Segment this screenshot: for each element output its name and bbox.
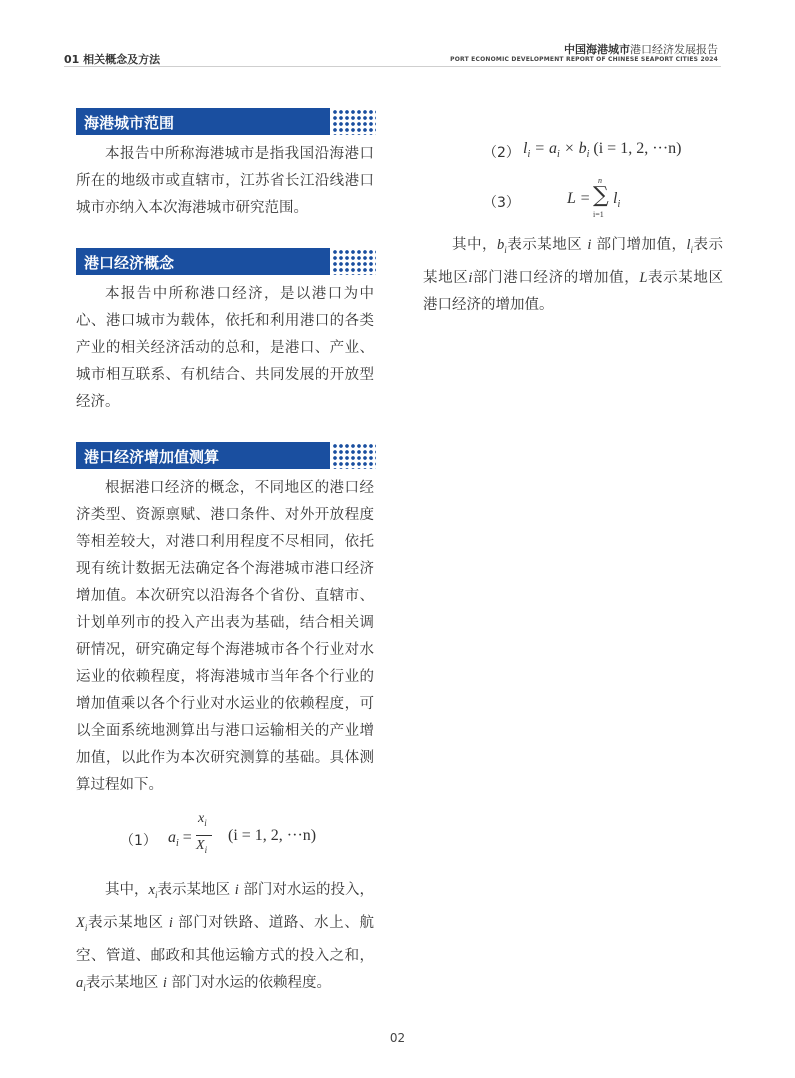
formula-number: （2） (483, 145, 520, 161)
formula-lhs: $a_i$ = (168, 829, 192, 850)
dots-decoration-icon (332, 249, 376, 275)
sum-lower-limit: i=1 (593, 210, 604, 219)
formula-expression: $l_i = a_i \times b_i$ (i = 1, 2, ···n) (523, 140, 682, 161)
section-title-bar (76, 108, 374, 135)
section-title: 港口经济概念 (84, 254, 175, 272)
dots-decoration-icon (332, 443, 376, 469)
header-divider (64, 66, 721, 67)
section-title: 海港城市范围 (84, 114, 175, 132)
section-paragraph: 根据港口经济的概念，不同地区的港口经济类型、资源禀赋、港口条件、对外开放程度等相差较大，对港口利用程度不尽相同，依托现有统计数据无法确定各个海港城市港口经济增加值。本次研究以沿海各个省份、直辖市、计划单列市的投入产出表为基础，结合相关调研情况，研究确定每个海港城市各个行业对水运业的依赖程度，将海港城市当年各个行业的增加值乘以各个行业对水运业的依赖程度，可以全面系统地测算出与港口运输相关的产业增加值，以此作为本次研究测算的基础。具体测算过程如下。 (76, 480, 374, 793)
right-column (423, 140, 723, 345)
sum-icon: ∑ (593, 183, 609, 208)
section-title: 港口经济增加值测算 (84, 448, 220, 466)
sum-term: $l_i$ (613, 190, 621, 211)
formula-number: （1） (120, 833, 157, 849)
section-paragraph: 本报告中所称港口经济，是以港口为中心、港口城市为载体，依托和利用港口的各类产业的相关经济活动的总和，是港口、产业、城市相互联系、有机结合、共同发展的开放型经济。 (76, 286, 374, 410)
formula-explanation: 其中，$x_i$表示某地区 i 部门对水运的投入，$X_i$表示某地区 i 部门对铁路、道路、水上、航空、管道、邮政和其他运输方式的投入之和，$a_i$表示某地区 i 部门对水运的依赖程度。 (76, 882, 375, 993)
formula-denominator: $X_i$ (196, 838, 208, 855)
sum-upper-limit: n (598, 176, 602, 185)
section-title-bar (76, 248, 374, 275)
formula-2 (423, 140, 723, 180)
section-title-bar (76, 442, 374, 469)
header-section-label: 01 相关概念及方法 (64, 53, 161, 66)
formula-numerator: $x_i$ (198, 811, 207, 828)
formula-number: （3） (483, 195, 520, 211)
left-column (76, 108, 374, 1029)
section-paragraph: 本报告中所称海港城市是指我国沿海港口所在的地级市或直辖市，江苏省长江沿线港口城市亦纳入本次海港城市研究范围。 (76, 146, 374, 216)
formula-3 (423, 176, 723, 232)
formula-lhs: L = (567, 190, 591, 207)
formula-1 (76, 811, 374, 869)
formula-explanation: 其中，$b_i$表示某地区 i 部门增加值，$l_i$表示某地区i部门港口经济的增加值，L表示某地区港口经济的增加值。 (423, 237, 724, 313)
header-report-title-en: PORT ECONOMIC DEVELOPMENT REPORT OF CHINESE SEAPORT CITIES 2024 (450, 56, 718, 63)
header-report-title-rest: 港口经济发展报告 (630, 43, 718, 56)
formula-range: (i = 1, 2, ···n) (228, 827, 317, 844)
dots-decoration-icon (332, 109, 376, 135)
header-report-title (564, 41, 718, 57)
header-report-title-bold: 中国海港城市 (564, 43, 630, 56)
page-number: 02 (389, 1031, 406, 1045)
